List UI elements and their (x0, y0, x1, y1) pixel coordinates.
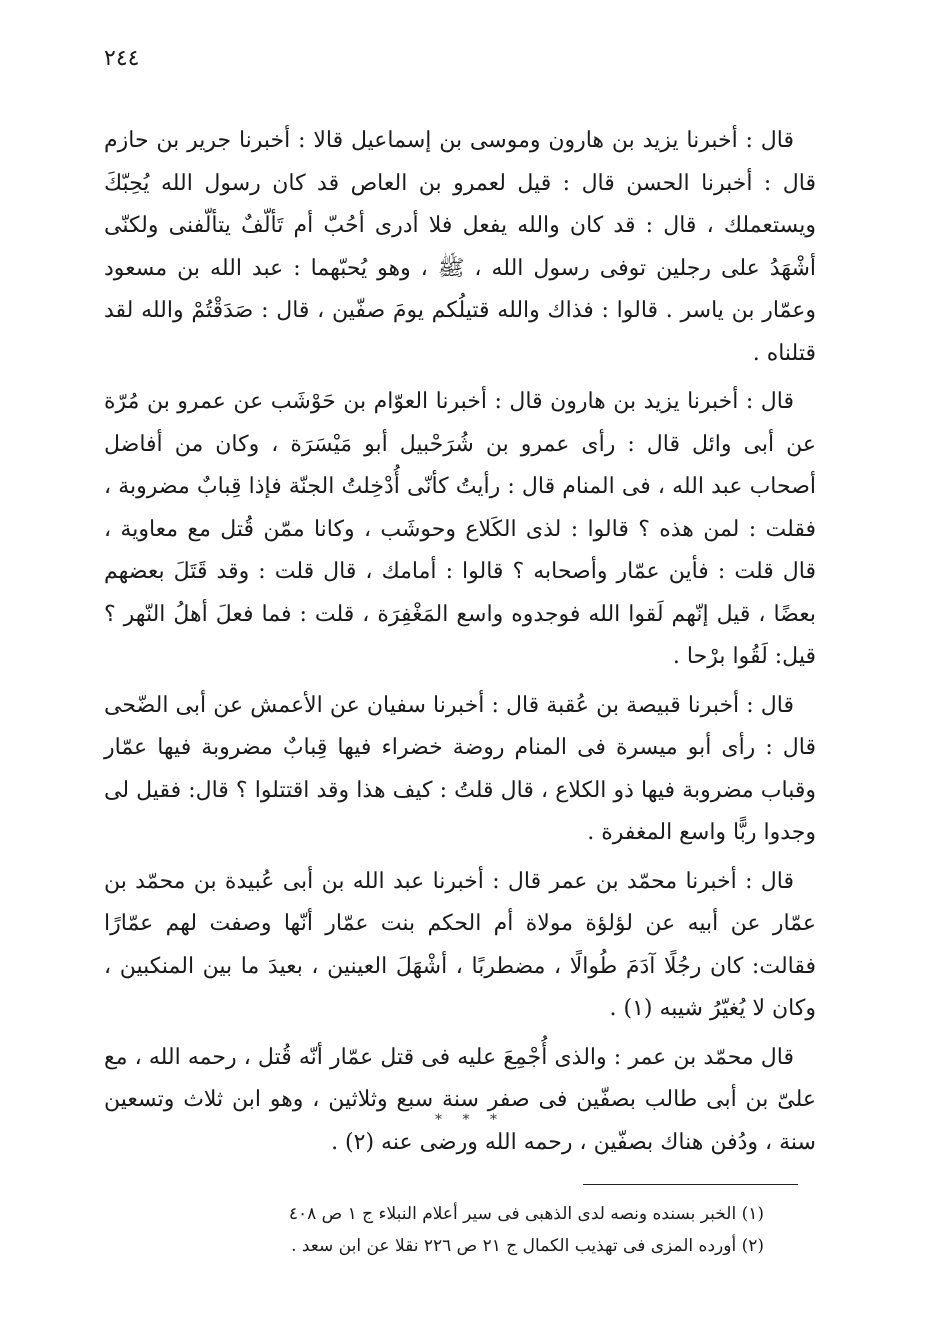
page-number: ٢٤٤ (104, 46, 140, 71)
paragraph-2: قال : أخبرنا يزيد بن هارون قال : أخبرنا العوّام بن حَوْشَب عن عمرو بن مُرّة عن أبى وائل قال : رأى عمرو بن شُرَحْبيل أبو مَيْسَرَة ، وكان من أفاضل أصحاب عبد الله ، فى المنام قال : رأيتُ كأنّى أُدْخِلتُ الجنّة فإذا قِبابٌ مضروبة ، فقلت : لمن هذه ؟ قالوا : لذى الكَلاع وحوشَب ، وكانا ممّن قُتل مع معاوية ، قال قلت : فأين عمّار وأصحابه ؟ قالوا : أمامك ، قال قلت : وقد قَتَلَ بعضهم بعضًا ، قيل إنّهم لَقوا الله فوجدوه واسع المَغْفِرَة ، قلت : فما فعلَ أهلُ النّهر ؟ قيل: لَقُوا برْحا . (104, 389, 816, 669)
footnote-2: (٢) أورده المزى فى تهذيب الكمال ج ٢١ ص ٢٢٦ نقلا عن ابن سعد . (291, 1236, 764, 1256)
paragraph-1: قال : أخبرنا يزيد بن هارون وموسى بن إسماعيل قالا : أخبرنا جرير بن حازم قال : أخبرنا الحسن قال : قيل لعمرو بن العاص قد كان رسول الله يُحِبّكَ ويستعملك ، قال : قد كان والله يفعل فلا أدرى أحُبّ أم تَألّفٌ يتألّفنى ولكنّى أشْهَدُ على رجلين توفى رسول الله ، ﷺ ، وهو يُحبّهما : عبد الله بن مسعود وعمّار بن ياسر . قالوا : فذاك والله قتيلُكم يومَ صفّين ، قال : صَدَقْتُمْ والله لقد قتلناه . (104, 128, 816, 366)
paragraph-3: قال : أخبرنا قبيصة بن عُقبة قال : أخبرنا سفيان عن الأعمش عن أبى الضّحى قال : رأى أبو ميسرة فى المنام روضة خضراء فيها قِبابٌ مضروبة فيها عمّار وقباب مضروبة فيها ذو الكلاع ، قال قلتُ : كيف هذا وقد اقتتلوا ؟ قال: فقيل لى وجدوا ربًّا واسع المغفرة . (104, 692, 816, 845)
paragraph-5: قال محمّد بن عمر : والذى أُجْمِعَ عليه فى قتل عمّار أنّه قُتل ، رحمه الله ، مع علىّ بن أبى طالب بصفّين فى صفر سنة سبع وثلاثين ، وهو ابن ثلاث وتسعين سنة ، ودُفن هناك بصفّين ، رحمه الله ورضى عنه (٢) . (104, 1044, 816, 1155)
main-text (104, 120, 816, 1170)
section-separator: * * * (435, 1112, 505, 1128)
footnote-1: (١) الخبر بسنده ونصه لدى الذهبى فى سير أعلام النبلاء ج ١ ص ٤٠٨ (288, 1204, 764, 1224)
footnotes (104, 1198, 764, 1262)
footnote-divider (583, 1184, 798, 1185)
paragraph-4: قال : أخبرنا محمّد بن عمر قال : أخبرنا عبد الله بن أبى عُبيدة بن محمّد بن عمّار عن أبيه عن لؤلؤة مولاة أم الحكم بنت عمّار أنّها وصفت لهم عمّارًا فقالت: كان رجُلًا آدَمَ طُوالًا ، مضطربًا ، أشْهَلَ العينين ، بعيدَ ما بين المنكبين ، وكان لا يُغيّرُ شيبه (١) . (104, 868, 816, 1021)
